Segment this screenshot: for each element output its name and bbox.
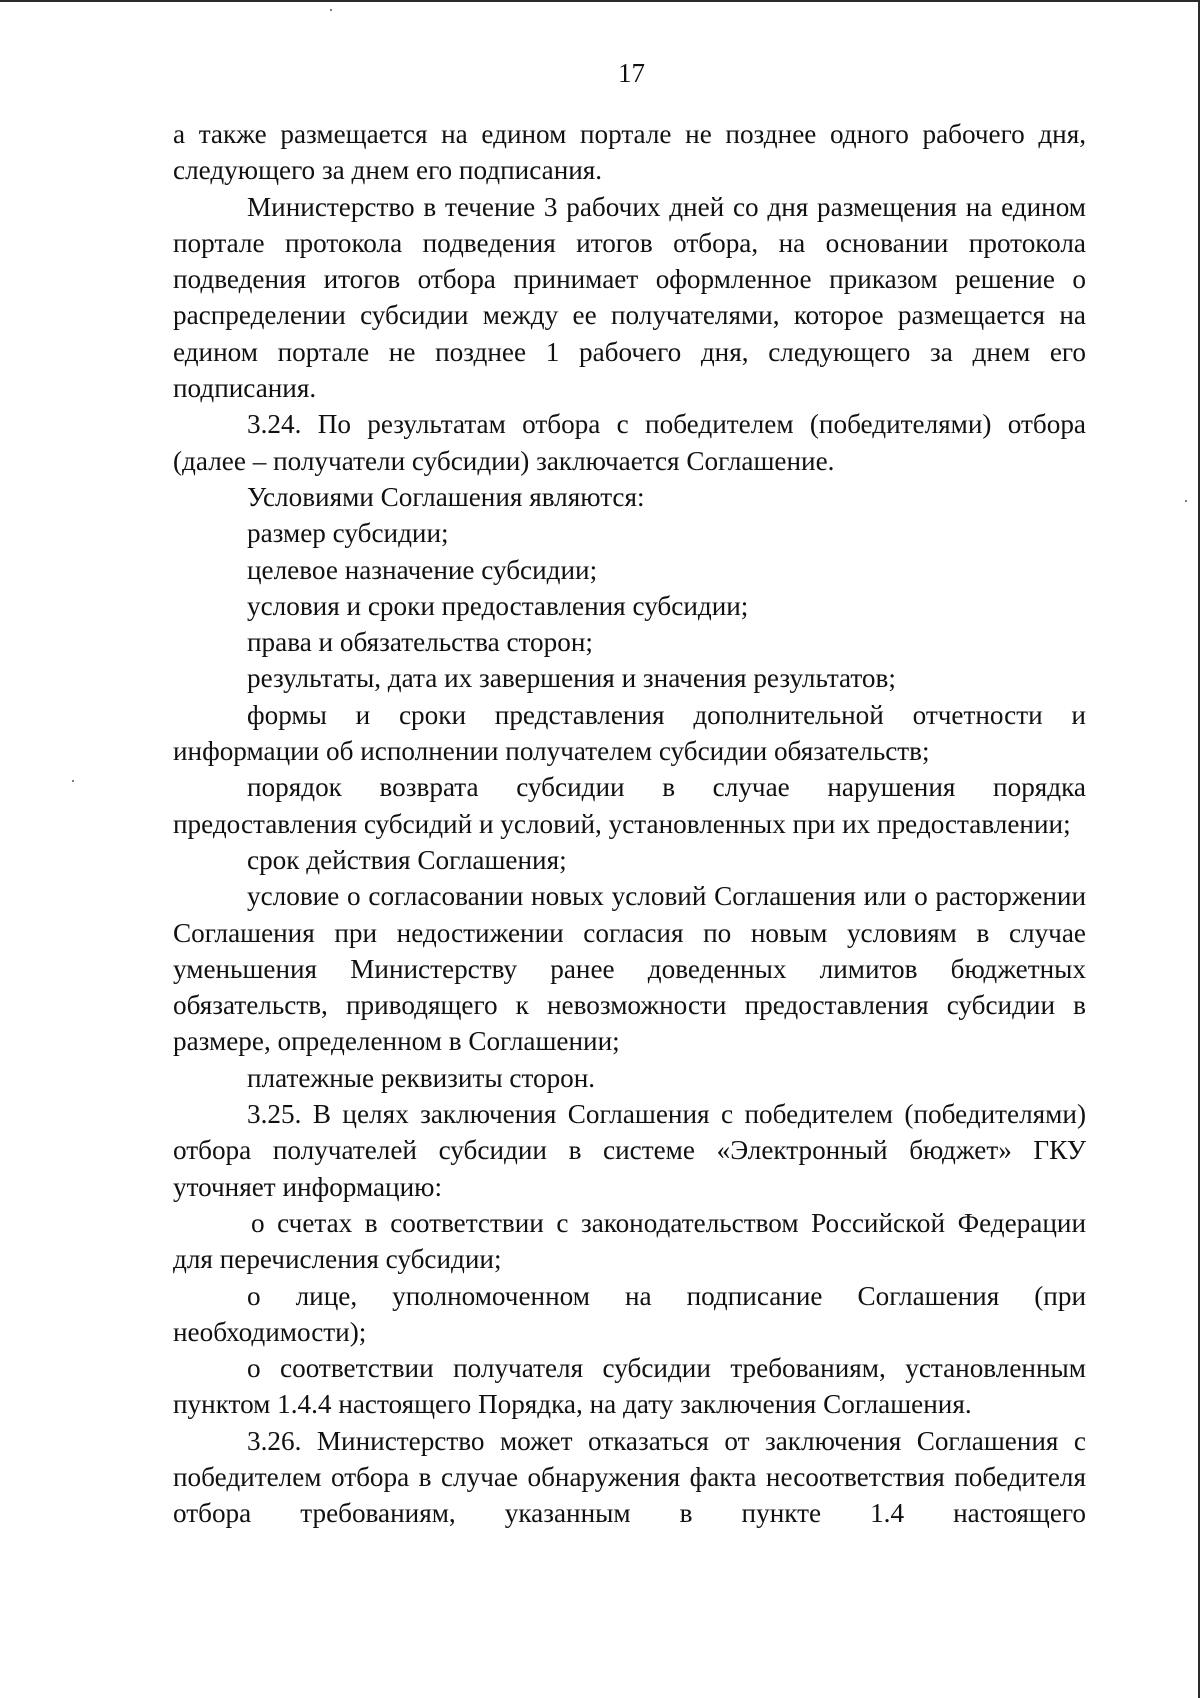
list-item: права и обязательства сторон; [247,627,593,658]
paragraph: Условиями Соглашения являются: [247,481,645,512]
list-item: порядок возврата субсидии в случае нарушения порядка предоставления субсидий и условий, установленных при их предоставлении; [173,772,1086,839]
list-item: формы и сроки представления дополнительной отчетности и информации об исполнении получателем субсидии обязательств; [173,699,1086,767]
list-item: условия и сроки предоставления субсидии; [247,590,749,621]
scan-top-edge [0,0,1200,2]
list-item: о соответствии получателя субсидии требованиям, установленным пунктом 1.4.4 настоящего Порядка, на дату заключения Соглашения. [173,1353,1086,1420]
paragraph: Министерство в течение 3 рабочих дней со дня размещения на едином портале протокола подведения итогов отбора, на основании протокола подведения итогов отбора принимает оформленное приказом решение о распределении субсидии между ее получателями, которое размещается на едином портале не позднее 1 рабочего дня, следующего за днем его подписания. [173,191,1086,404]
list-item: результаты, дата их завершения и значения результатов; [247,663,896,694]
list-item: размер субсидии; [247,518,449,549]
paragraph-3-24: 3.24. По результатам отбора с победителем (победителями) отбора (далее – получатели субсидии) заключается Соглашение. [173,409,1086,476]
scan-speck [330,9,332,11]
list-item: целевое назначение субсидии; [247,554,598,585]
list-item: срок действия Соглашения; [247,844,567,875]
document-body [173,116,1086,1532]
scan-speck [72,780,74,782]
list-item: условие о согласовании новых условий Соглашения или о расторжении Соглашения при недостижении согласия по новым условиям в случае уменьшения Министерству ранее доведенных лимитов бюджетных обязательств, приводящего к невозможности предоставления субсидии в размере, определенном в Соглашении; [173,881,1086,1057]
list-item: о счетах в соответствии с законодательством Российской Федерации для перечисления субсидии; [173,1207,1086,1275]
list-item: платежные реквизиты сторон. [247,1062,596,1093]
page-number: 17 [618,58,645,88]
list-item: о лице, уполномоченном на подписание Соглашения (при необходимости); [173,1280,1086,1347]
paragraph-3-25: 3.25. В целях заключения Соглашения с победителем (победителями) отбора получателей субсидии в системе «Электронный бюджет» ГКУ уточняет информацию: [173,1099,1086,1202]
scan-speck [1185,500,1187,502]
paragraph-3-26: 3.26. Министерство может отказаться от заключения Соглашения с победителем отбора в случае обнаружения факта несоответствия победителя отбора требованиям, указанным в пункте 1.4 настоящего [173,1425,1086,1529]
paragraph: а также размещается на едином портале не позднее одного рабочего дня, следующего за днем его подписания. [173,119,1086,186]
